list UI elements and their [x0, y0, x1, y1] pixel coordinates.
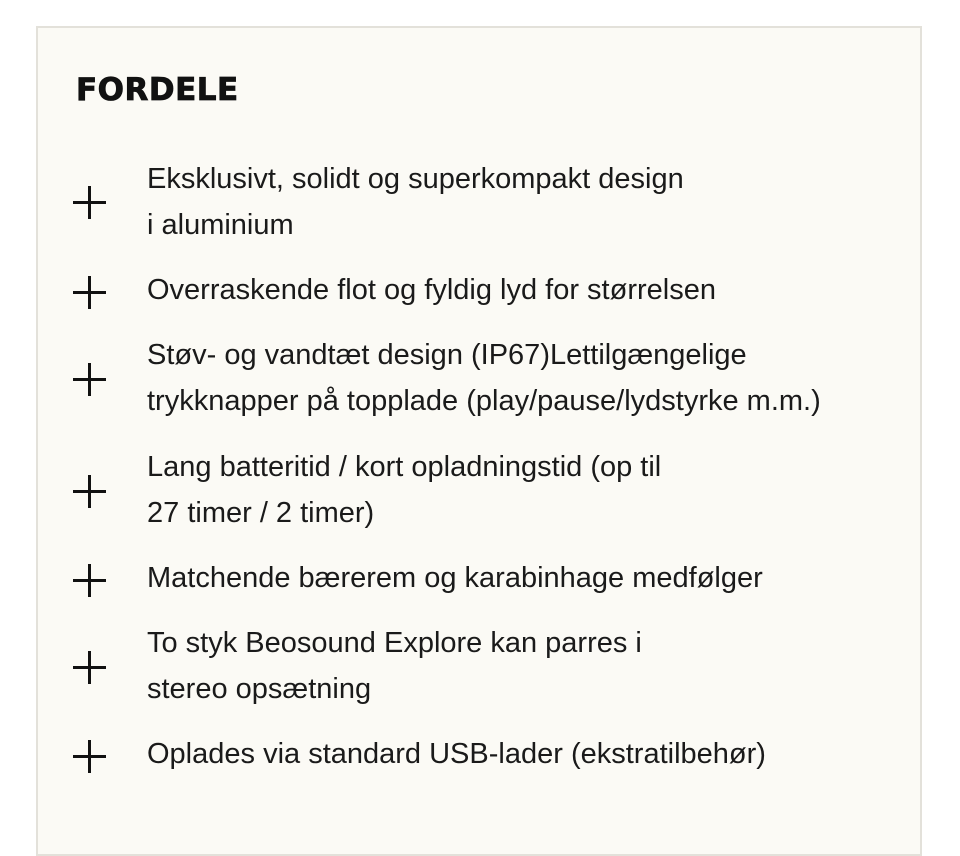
- advantage-text: Lang batteritid / kort opladningstid (op til 27 timer / 2 timer): [147, 451, 662, 529]
- advantages-card: [36, 26, 922, 856]
- advantage-text: To styk Beosound Explore kan parres i stereo opsætning: [147, 627, 642, 705]
- advantage-text: Oplades via standard USB-lader (ekstratilbehør): [147, 738, 766, 770]
- advantage-text: Matchende bærerem og karabinhage medfølger: [147, 562, 763, 594]
- plus-icon: [72, 649, 108, 685]
- section-heading: FORDELE: [76, 72, 239, 108]
- plus-icon: [72, 361, 108, 397]
- plus-icon: [72, 473, 108, 509]
- advantage-text: Eksklusivt, solidt og superkompakt design i aluminium: [147, 163, 684, 241]
- plus-icon: [72, 738, 108, 774]
- advantage-text: Støv- og vandtæt design (IP67)Lettilgængelige trykknapper på topplade (play/pause/lydstyrke m.m.): [147, 339, 821, 417]
- plus-icon: [72, 274, 108, 310]
- plus-icon: [72, 184, 108, 220]
- plus-icon: [72, 562, 108, 598]
- advantage-text: Overraskende flot og fyldig lyd for størrelsen: [147, 274, 716, 306]
